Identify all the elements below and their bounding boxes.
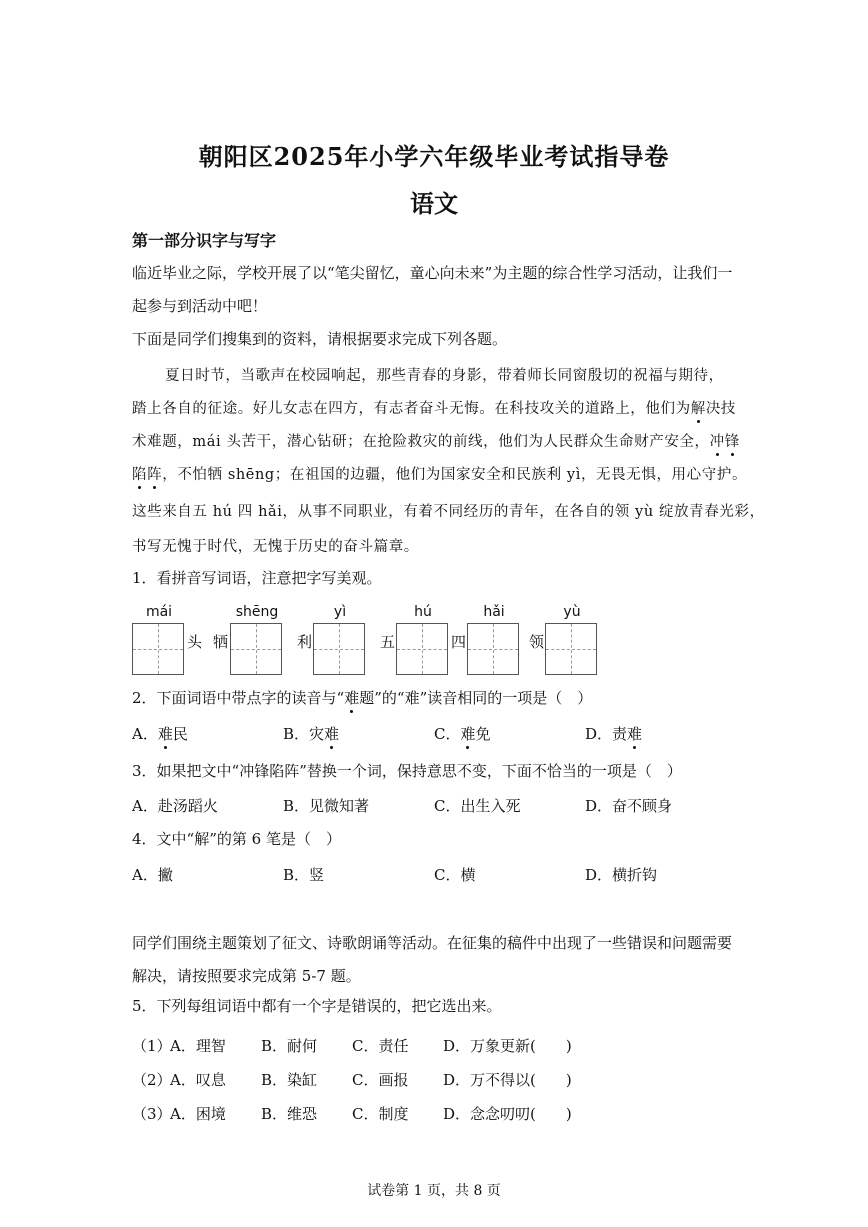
pinyin-label: shēng (235, 604, 279, 620)
q4-option-b[interactable]: B．竖 (283, 866, 325, 884)
q2-option-c[interactable]: C．难免 (434, 725, 491, 743)
dotted-char: 冲 (709, 434, 725, 450)
word-char: 头 (187, 633, 203, 651)
q3-option-a[interactable]: A．赴汤蹈火 (132, 797, 218, 815)
q5-row3-option-b[interactable]: B．维恐 (261, 1105, 318, 1123)
q5-row2-option-b[interactable]: B．染缸 (261, 1071, 318, 1089)
q2-option-b[interactable]: B．灾难 (283, 725, 340, 743)
page-title: 朝阳区2025年小学六年级毕业考试指导卷 (198, 142, 670, 171)
q5-row2-option-a[interactable]: A．叹息 (170, 1071, 226, 1089)
writing-grid[interactable] (313, 623, 365, 675)
passage-line-3: 术难题，mái 头苦干，潜心钻研；在抢险救灾的前线，他们为人民群众生命财产安全，冲锋 (132, 434, 740, 450)
dotted-char: 难 (344, 689, 360, 707)
pinyin-label: hǎi (483, 604, 505, 620)
pinyin-label: mái (145, 604, 173, 620)
q5-row1-option-c[interactable]: C．责任 (352, 1037, 409, 1055)
q3-option-c[interactable]: C．出生入死 (434, 797, 521, 815)
passage-line-4: 陷阵，不怕牺 shēng；在祖国的边疆，他们为国家安全和民族利 yì，无畏无惧，用心守护。 (132, 467, 748, 483)
q4-option-d[interactable]: D．横折钩 (585, 866, 658, 884)
pinyin-label: hú (414, 604, 432, 620)
q3-option-b[interactable]: B．见微知著 (283, 797, 370, 815)
dotted-char: 解 (690, 401, 706, 417)
q2-option-d[interactable]: D．责难 (585, 725, 643, 743)
writing-grid[interactable] (396, 623, 448, 675)
writing-grid[interactable] (545, 623, 597, 675)
question-2-stem: 2．下面词语中带点字的读音与“难题”的“难”读音相同的一项是（ ） (132, 689, 593, 707)
question-1-stem: 1．看拼音写词语，注意把字写美观。 (132, 569, 382, 587)
q5-row-number: （1） (132, 1037, 172, 1055)
word-char: 利 (297, 633, 313, 651)
q5-row1-option-d[interactable]: D．万象更新( ) (443, 1037, 572, 1055)
q4-option-a[interactable]: A．撇 (132, 866, 173, 884)
q5-row-number: （3） (132, 1105, 172, 1123)
dotted-char: 阵 (147, 467, 163, 483)
q5-row3-option-d[interactable]: D．念念叨叨( ) (443, 1105, 572, 1123)
word-char: 领 (529, 633, 545, 651)
paragraph-2-line-1: 同学们围绕主题策划了征文、诗歌朗诵等活动。在征集的稿件中出现了一些错误和问题需要 (132, 934, 733, 952)
question-5-stem: 5．下列每组词语中都有一个字是错误的，把它选出来。 (132, 997, 502, 1015)
q5-row1-option-a[interactable]: A．理智 (170, 1037, 226, 1055)
q5-row3-option-c[interactable]: C．制度 (352, 1105, 409, 1123)
passage-line-2: 踏上各自的征途。好儿女志在四方，有志者奋斗无悔。在科技攻关的道路上，他们为解决技 (132, 401, 737, 417)
writing-grid[interactable] (230, 623, 282, 675)
intro-line-2: 起参与到活动中吧！ (132, 297, 268, 315)
q5-row3-option-a[interactable]: A．困境 (170, 1105, 226, 1123)
passage-line-5: 这些来自五 hú 四 hǎi，从事不同职业，有着不同经历的青年，在各自的领 yù 绽放青春光彩， (132, 504, 765, 520)
pinyin-label: yì (333, 604, 347, 620)
writing-grid[interactable] (467, 623, 519, 675)
passage-line-6: 书写无愧于时代，无愧于历史的奋斗篇章。 (132, 539, 419, 555)
q3-option-d[interactable]: D．奋不顾身 (585, 797, 673, 815)
word-char: 五 (380, 633, 396, 651)
question-4-stem: 4．文中“解”的第 6 笔是（ ） (132, 830, 341, 848)
q2-option-a[interactable]: A．难民 (132, 725, 188, 743)
section-heading: 第一部分识字与写字 (132, 231, 277, 250)
q5-row1-option-b[interactable]: B．耐何 (261, 1037, 318, 1055)
dotted-char: 陷 (132, 467, 148, 483)
intro-line-3: 下面是同学们搜集到的资料，请根据要求完成下列各题。 (132, 330, 508, 348)
pinyin-label: yù (563, 604, 581, 620)
dotted-char: 锋 (724, 434, 740, 450)
subject-title: 语文 (410, 189, 458, 218)
writing-grid[interactable] (132, 623, 184, 675)
paragraph-2-line-2: 解决，请按照要求完成第 5-7 题。 (132, 967, 361, 985)
page-footer: 试卷第 1 页，共 8 页 (367, 1183, 501, 1199)
q5-row2-option-d[interactable]: D．万不得以( ) (443, 1071, 572, 1089)
q4-option-c[interactable]: C．横 (434, 866, 476, 884)
word-char: 四 (451, 633, 467, 651)
passage-line-1: 夏日时节，当歌声在校园响起，那些青春的身影，带着师长同窗殷切的祝福与期待， (165, 368, 724, 384)
q5-row-number: （2） (132, 1071, 172, 1089)
question-3-stem: 3．如果把文中“冲锋陷阵”替换一个词，保持意思不变，下面不恰当的一项是（ ） (132, 762, 682, 780)
intro-line-1: 临近毕业之际，学校开展了以“笔尖留忆，童心向未来”为主题的综合性学习活动，让我们一 (132, 264, 733, 282)
q5-row2-option-c[interactable]: C．画报 (352, 1071, 409, 1089)
word-char: 牺 (213, 633, 229, 651)
